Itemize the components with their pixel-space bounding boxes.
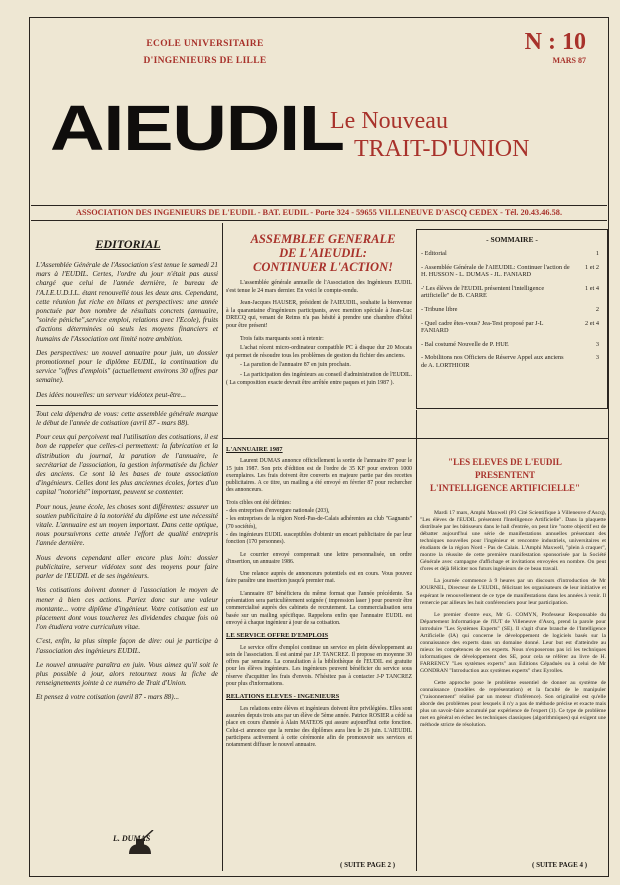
- column-divider-2: [416, 410, 417, 871]
- eleves-paragraph: La journée commence à 9 heures par un discours d'introduction de Mr JOURNEL, Directeur de L'EUDIL, félicitant les organisateurs de leur initiative et espérant le renouvellement de ce type de manifestations dans les années à venir. Il remercie par ailleurs les huit conférenciers pour leur participation.: [420, 578, 606, 606]
- annuaire-paragraph: Trois cibles ont été définies:: [226, 499, 291, 506]
- assemblee-paragraph: L'assemblée générale annuelle de l'Association des Ingénieurs EUDIL s'est tenue le 24 mars dernier. En voici le compte-rendu.: [226, 280, 412, 294]
- issue-info: [525, 28, 586, 65]
- sommaire-item-page: 3: [595, 340, 599, 348]
- editorial-paragraph: Des idées nouvelles: un serveur vidéotex peut-être...: [36, 390, 187, 399]
- issue-date: MARS 87: [552, 56, 586, 65]
- editorial-paragraph: Pour ceux qui perçoivent mal l'utilisation des cotisations, il est bon de rappeler que celles-ci permettent: la fabrication et la distribution du journal, la parution de l'annuaire, le secrétariat de l'association, la gestion informatisée du fichier des anciens. Ce sont là les bases de toute association d'ingénieurs. Celles dont les plus anciennes écoles, fortes d'un capital "notoriété" important, peuvent se contenter.: [36, 433, 218, 497]
- assemblee-title-line-1: ASSEMBLEE GENERALE: [250, 232, 396, 246]
- sommaire-item-label: - Mobilitons nos Officiers de Réserve Appel aux anciens de A. LORTHIOIR: [421, 354, 564, 369]
- sommaire-box: [416, 229, 608, 409]
- tagline-line-2: TRAIT-D'UNION: [354, 136, 530, 162]
- eleves-paragraph: Le premier d'entre eux, Mr G. COMYN, Professeur Responsable du Département Informatique de l'IUT de Villeneuve d'Ascq, prend la parole pour introduire "Les Systèmes Experts" (SE). Il s'agit d'une branche de l'Intelligence Artificielle (IA) qui concerne le développement de logiciels basés sur la connaissance des experts dans un domaine donné. Leur but est d'atteindre au mieux les compétences de ces experts. Nous n'exposerons pas ici les techniques informatiques de développement des SE, pour cela se référer au livre de H. FARRENCY "Les systèmes experts" aux Editions Cépaduès ou à celui de Mr GONDRAN "Introduction aux systèmes experts" chez Eyrolles.: [420, 611, 606, 674]
- sommaire-item-label: - Bal costumé Nouvelle de P. HUE: [421, 340, 509, 348]
- eleves-title-line-3: L'INTELLIGENCE ARTIFICIELLE": [430, 483, 580, 493]
- tagline-line-1: Le Nouveau: [330, 108, 448, 134]
- suite-page-4[interactable]: ( SUITE PAGE 4 ): [532, 861, 588, 869]
- school-line-1: ECOLE UNIVERSITAIRE: [146, 39, 264, 49]
- assemblee-paragraph: Trois faits marquants sont à retenir:: [240, 335, 324, 342]
- issue-number: N : 10: [524, 29, 586, 55]
- editorial-title: EDITORIAL: [95, 237, 161, 251]
- eleves-title-line-1: "LES ELEVES DE L'EUDIL: [448, 457, 562, 467]
- assemblee-paragraph: - La participation des ingénieurs au conseil d'administration de l'EUDIL. ( La composition exacte devrait être arrêtée entre paques et juin 1987 ).: [226, 371, 412, 386]
- sommaire-item-label: - Tribune libre: [421, 305, 458, 313]
- sommaire-item-page: 3: [595, 354, 599, 362]
- annuaire-paragraph: Laurent DUMAS annonce officiellement la sortie de l'annuaire 87 pour le 15 juin 1987. Son prix d'édition est de l'ordre de 35 KF pour environ 1000 exemplaires. Les frais doivent être couverts en majeure partie par des recettes publicitaires. A ce titre, un mailing a été envoyé en février 87 pour rechercher des annonceurs.: [226, 458, 412, 494]
- column-divider-1: [222, 223, 223, 871]
- aieudil-logo: AIEUDIL: [50, 92, 344, 164]
- annuaire-paragraph: - les entreprises de la région Nord-Pas-de-Calais adhérentes au club "Gagnants" (70 sociétés),: [226, 516, 412, 530]
- section-divider: [222, 438, 609, 439]
- eleves-title: [420, 456, 590, 495]
- assemblee-paragraph: L'achat récent micro-ordinateur compatible PC à disque dur 20 Mocats qui permet de résoudre tous les problèmes de gestion du fichier des anciens.: [226, 345, 412, 359]
- sommaire-item[interactable]: [417, 264, 607, 279]
- sommaire-item[interactable]: [417, 250, 607, 258]
- annuaire-paragraph: Une relance auprès de annonceurs potentiels est en cours. Vous pouvez faire paraître une insertion jusqu'à premier mai.: [226, 571, 412, 585]
- editorial-paragraph: C'est, enfin, la plus simple façon de dire: oui je participe à l'association des ingénieurs EUDIL.: [36, 637, 218, 655]
- editorial-paragraph: Tout cela dépendra de vous: cette assemblée générale marque le début de l'année de cotisation (avril 87 - mars 88).: [36, 409, 218, 428]
- assemblee-title: [226, 232, 420, 274]
- sommaire-item[interactable]: [417, 354, 607, 369]
- eleves-paragraph: Mardi 17 mars, Amphi Maxwell (P3 Cité Scientifique à Villeneuve d'Ascq), "Les élèves de l'EUDIL présentent l'Intelligence Artificielle". Dans la plaquette distribuée par les bâtisseurs dans le hall d'entrée, on peut lire "notre objectif est de débatter aujourd'hui une série de manifestations annuelles présentant des techniques nouvelles pour l'ingénieur et rencontre industriels, universitaires et étudiants de la région Nord - Pas de Calais. L'Amphi Maxwell, "plein à craquer", montre la réussite de cette première manifestation sponsorisée par la Société Générale avec campagne d'affichage et invitations envoyées en nombre. On peut d'ores et déjà féliciter nos futurs ingénieurs de ce beau travail.: [420, 510, 606, 573]
- annuaire-paragraph: Le courrier envoyé comprenait une lettre personnalisée, un ordre d'insertion, un annuaire 1986.: [226, 551, 412, 565]
- sommaire-item-label: -' Les élèves de l'EUDIL présentent l'intelligence artificielle" de B. CARRE: [421, 284, 545, 300]
- sommaire-item[interactable]: [417, 320, 607, 335]
- sommaire-item[interactable]: [417, 285, 607, 300]
- editorial-paragraph: Le nouvel annuaire paraîtra en juin. Vous aimez qu'il soit le plus possible à jour, alors retournez nous la fiche de renseignements jointe à ce numéro de Trait d'Union.: [36, 660, 218, 688]
- editorial-signature: L. DUMAS: [113, 834, 151, 843]
- annuaire-paragraph: - des ingénieurs EUDIL susceptibles d'obtenir un encart publicitaire de par leur fonction (170 personnes).: [226, 531, 412, 546]
- emploi-paragraph: Le service offre d'emploi continue un service en plein développement au sein de l'association. Il est animé par J.P. TANCREZ. Il propose en moyenne 30 offres par semaine. La consultation à la bibliothèque de l'EUDIL est gratuite pour les élèves ingénieurs. Les ingénieurs peuvent bénéficier du service sous réserve d'acquitter les frais d'envois. N'hésitez pas à contacter J-P TANCREZ pour plus d'informations.: [226, 644, 412, 688]
- editorial-paragraph: Et pensez à votre cotisation (avril 87 - mars 88)...: [36, 693, 180, 702]
- relations-heading: RELATIONS ELEVES - INGENIEURS: [226, 693, 340, 701]
- school-name: [80, 36, 330, 70]
- annuaire-column: [226, 444, 412, 754]
- relations-paragraph: Les relations entre élèves et ingénieurs doivent être privilégiées. Elles sont assurées depuis trois ans par un élève de 5ème année. Patrice ROSIER a cédé sa place en cours d'année à Alain MATEOS qui assure aujourd'hui cette fonction. Celui-ci annonce que la remise des diplômes aura lieu le 26 juin. L'AIEUDIL participera activement à cette cérémonie afin de promouvoir ses services et notamment diffuser le nouvel annuaire.: [226, 705, 412, 749]
- annuaire-paragraph: L'annuaire 87 bénéficiera du même format que l'année précédente. Sa présentation sera particulièrement soignée ( impression laser ) pour pouvoir être commercialisé auprès des cabinets de recrutement. La commercialisation sera basée sur un mailing spécifique. Rappelons enfin que l'annuaire EUDIL est envoyé à chaque ingénieur à jour de sa cotisation.: [226, 590, 412, 626]
- sommaire-item[interactable]: [417, 306, 607, 314]
- sommaire-item-label: - Quel cadre êtes-vous? Jea-Test proposé par J-L FANIARD: [421, 319, 544, 335]
- assemblee-paragraph: - La parution de l'annuaire 87 en juin prochain.: [240, 362, 351, 369]
- sommaire-title: - SOMMAIRE -: [486, 235, 538, 244]
- sommaire-item-page: 1: [595, 250, 599, 257]
- sommaire-item-page: 1 et 2: [585, 263, 599, 271]
- sommaire-item-page: 1 et 4: [585, 284, 599, 292]
- editorial-paragraph: Pour nous, jeune école, les choses sont différentes: assurer un soutien publicitaire à la notoriété du diplôme est une nécessité vitale. L'annuaire est un moyen important. Dans cette optique, nous poursuivrons cette année l'effort de qualité entrepris l'année dernière.: [36, 502, 218, 548]
- editorial-paragraph: Vos cotisations doivent donner à l'association le moyen de mener à bien ces actions. Pariez donc sur une valeur montante... votre diplôme d'ingénieur. Votre cotisation est un placement dont vous toucherez les dividendes chaque fois où l'on étudiera votre curriculum vitae.: [36, 586, 218, 632]
- assemblee-body: [226, 280, 412, 392]
- eleves-paragraph: Cette approche pose le problème essentiel de donner au système de connaissance (modèles de représentation) et la faculté de le manipuler ("raisonnement" réalisé par un moteur d'inférence). Son originalité est qu'elle aborde des problèmes pour lesquels il n'y a pas de méthode précise et exacte mais plus un savoir-faire accumulé par expérience de l'expert (1). Ce type de problème met en général en échec les techniques classiques (algorithmiques) qui exigent une méthode stricte de résolution.: [420, 680, 606, 729]
- suite-page-2[interactable]: ( SUITE PAGE 2 ): [340, 861, 396, 869]
- sommaire-item[interactable]: [417, 341, 607, 349]
- sommaire-item-label: - Assemblée Générale de l'AIEUDIL: Continuer l'action de H. HUSSON - L. DUMAS - JL. FANIARD: [421, 263, 570, 279]
- editorial-paragraph: Des perspectives: un nouvel annuaire pour juin, un dossier promotionnel pour le diplôme EUDIL, la continuation du service "offres d'emplois" (actuellement environs 30 offres par semaine).: [36, 348, 218, 385]
- editorial-divider: [36, 405, 218, 406]
- annuaire-heading: L'ANNUAIRE 1987: [226, 446, 283, 453]
- association-address: ASSOCIATION DES INGENIEURS DE L'EUDIL - BAT. EUDIL - Porte 324 - 59655 VILLENEUVE D'ASCQ CEDEX - Tél. 20.43.46.58.: [31, 205, 607, 221]
- school-line-2: D'INGENIEURS DE LILLE: [143, 56, 267, 66]
- emploi-heading: LE SERVICE OFFRE D'EMPLOIS: [226, 632, 329, 640]
- sommaire-item-page: 2 et 4: [585, 319, 599, 327]
- editorial-paragraph: Nous devons cependant aller encore plus loin: dossier publicitaire, serveur vidéotex sont des moyens pour faire parler de l'EUDIL et de ses ingénieurs.: [36, 553, 218, 581]
- assemblee-title-line-3: CONTINUER L'ACTION!: [253, 260, 393, 274]
- editorial-paragraph: L'Assemblée Générale de l'Association s'est tenue le samedi 21 mars à l'EUDIL. Certes, l'ordre du jour n'était pas aussi chargé que celui de l'année dernière, le bureau de l'A.I.E.U.D.I.L. étant renouvellé tous les deux ans. Cependant, cette réunion fut riche en bilans et perspectives: une année ponctuée par bon nombre de résultats concrets (annuaire, "soirée péniche",service emploi, relations avec l'Ecole), fruits d'actions déterminées où seuls les moyens financiers et humains de l'Association ont limité notre ambition.: [36, 261, 218, 343]
- assemblee-title-line-2: DE L'AIEUDIL:: [279, 246, 367, 260]
- tagline: [330, 107, 529, 163]
- eleves-title-line-2: PRESENTENT: [474, 470, 536, 480]
- assemblee-paragraph: Jean-Jacques HAUSER, président de l'AIEUDIL, souhaite la bienvenue à la quarantaine d'ingénieurs participants, avec mention spéciale à Jean-Luc DRECQ qui, venant de Reims n'a pas hésité à prendre une chambre d'hôtel pour être présent!: [226, 300, 412, 329]
- sommaire-item-page: 2: [595, 305, 599, 313]
- annuaire-paragraph: - des entreprises d'envergure nationale (203),: [226, 508, 330, 515]
- editorial-body: [36, 261, 218, 708]
- sommaire-item-label: - Editorial: [421, 250, 447, 257]
- eleves-body: [420, 510, 606, 734]
